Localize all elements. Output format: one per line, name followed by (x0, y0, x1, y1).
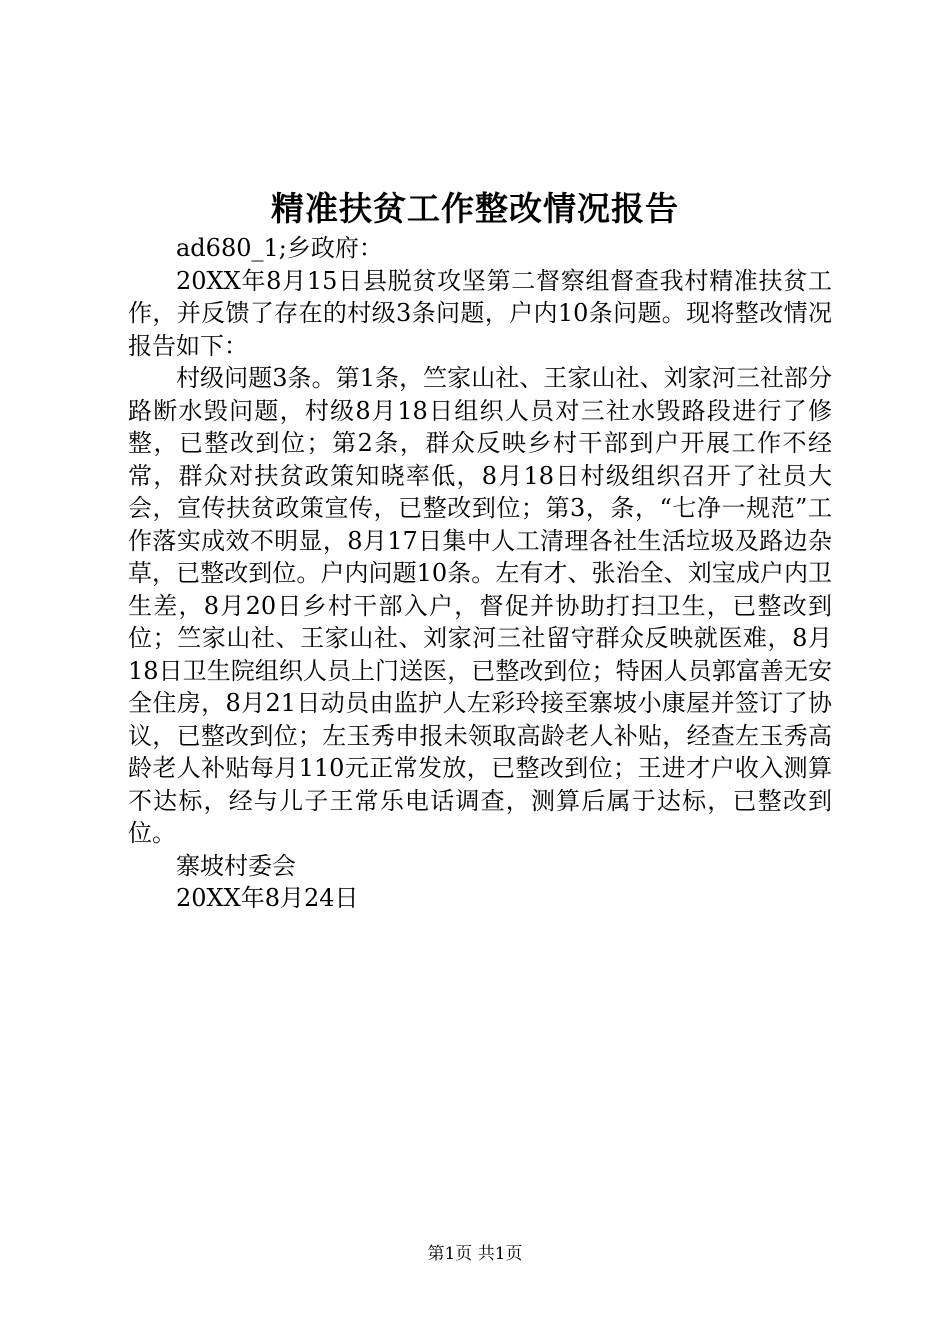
paragraph-details: 村级问题3条。第1条，竺家山社、王家山社、刘家河三社部分路断水毁问题，村级8月18日组织人员对三社水毁路段进行了修整，已整改到位；第2条，群众反映乡村干部到户开展工作不经常，群众对扶贫政策知晓率低，8月18日村级组织召开了社员大会，宣传扶贫政策宣传，已整改到位；第3，条，“七净一规范”工作落实成效不明显，8月17日集中人工清理各社生活垃圾及路边杂草，已整改到位。户内问题10条。左有才、张治全、刘宝成户内卫生差，8月20日乡村干部入户，督促并协助打扫卫生，已整改到位；竺家山社、王家山社、刘家河三社留守群众反映就医难，8月18日卫生院组织人员上门送医，已整改到位；特困人员郭富善无安全住房，8月21日动员由监护人左彩玲接至寨坡小康屋并签订了协议，已整改到位；左玉秀申报未领取高龄老人补贴，经查左玉秀高龄老人补贴每月110元正常发放，已整改到位；王进才户收入测算不达标，经与儿子王常乐电话调查，测算后属于达标，已整改到位。 (128, 364, 832, 847)
document-body (128, 232, 832, 915)
page-footer: 第1页 共1页 (427, 1244, 523, 1264)
document-title: 精准扶贫工作整改情况报告 (271, 189, 679, 228)
salutation: ad680_1;乡政府： (176, 234, 383, 262)
date: 20XX年8月24日 (176, 884, 359, 912)
signature: 寨坡村委会 (176, 851, 296, 880)
paragraph-intro: 20XX年8月15日县脱贫攻坚第二督察组督查我村精准扶贫工作，并反馈了存在的村级3条问题，户内10条问题。现将整改情况报告如下： (128, 266, 832, 360)
